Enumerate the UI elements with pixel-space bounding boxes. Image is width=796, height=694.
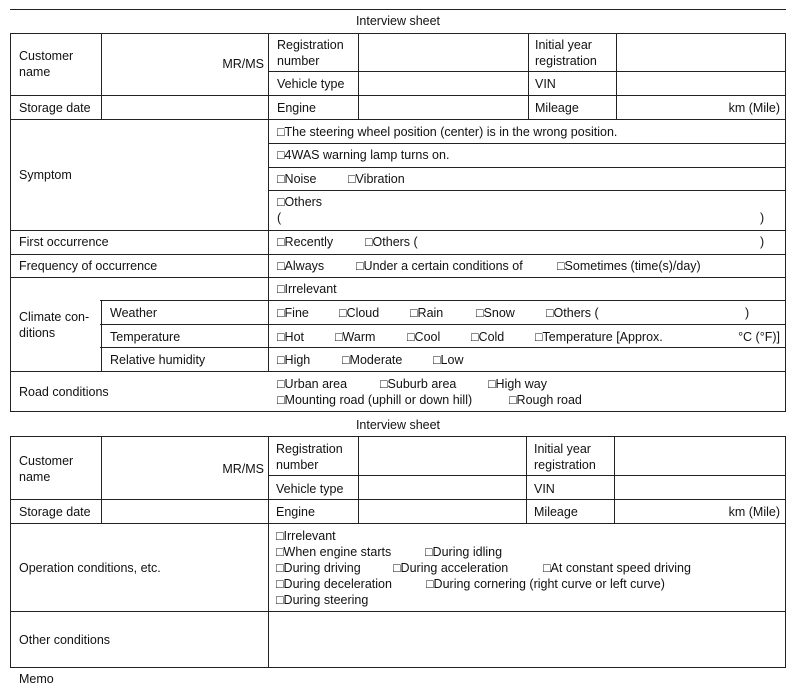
mrms-label: MR/MS xyxy=(222,462,264,476)
registration-number-label-line2: number xyxy=(276,458,319,472)
vehicle-type-label: Vehicle type xyxy=(277,77,345,91)
op-driving-checkbox[interactable]: □During driving xyxy=(276,561,361,575)
weather-rain-checkbox[interactable]: □Rain xyxy=(410,306,444,320)
km-mile-unit: km (Mile) xyxy=(728,505,780,519)
customer-name-label: Customer xyxy=(19,49,74,63)
op-engine-starts-checkbox[interactable]: □When engine starts xyxy=(276,545,392,559)
temp-cool-checkbox[interactable]: □Cool xyxy=(407,330,441,344)
first-recently-checkbox[interactable]: □Recently xyxy=(277,235,334,249)
op-cornering-checkbox[interactable]: □During cornering (right curve or left curve) xyxy=(426,577,665,591)
road-rough-checkbox[interactable]: □Rough road xyxy=(509,393,582,407)
freq-sometimes-checkbox[interactable]: □Sometimes (time(s)/day) xyxy=(557,259,701,273)
road-suburb-checkbox[interactable]: □Suburb area xyxy=(380,377,457,391)
symptom-steering-checkbox[interactable]: □The steering wheel position (center) is in the wrong position. xyxy=(277,125,618,139)
symptom-others-paren-close: ) xyxy=(760,211,765,225)
road-urban-checkbox[interactable]: □Urban area xyxy=(277,377,348,391)
climate-label-line2: ditions xyxy=(19,326,56,340)
first-others-checkbox[interactable]: □Others ( xyxy=(365,235,418,249)
engine-label: Engine xyxy=(277,101,316,115)
initial-year-label-line2: registration xyxy=(535,54,597,68)
symptom-label: Symptom xyxy=(19,168,72,182)
road-mountain-checkbox[interactable]: □Mounting road (uphill or down hill) xyxy=(277,393,473,407)
humidity-label: Relative humidity xyxy=(110,353,206,367)
storage-date-label: Storage date xyxy=(19,101,91,115)
symptom-4was-checkbox[interactable]: □4WAS warning lamp turns on. xyxy=(277,148,450,162)
hum-moderate-checkbox[interactable]: □Moderate xyxy=(342,353,403,367)
sheet1-title: Interview sheet xyxy=(355,14,441,28)
sheet2-title: Interview sheet xyxy=(355,418,441,432)
initial-year-label: Initial year xyxy=(534,442,591,456)
km-mile-unit: km (Mile) xyxy=(728,101,780,115)
weather-fine-checkbox[interactable]: □Fine xyxy=(277,306,309,320)
vin-label: VIN xyxy=(535,77,556,91)
registration-number-label: Registration xyxy=(276,442,343,456)
op-steering-checkbox[interactable]: □During steering xyxy=(276,593,369,607)
op-acceleration-checkbox[interactable]: □During acceleration xyxy=(393,561,509,575)
temp-cold-checkbox[interactable]: □Cold xyxy=(471,330,505,344)
vehicle-type-label: Vehicle type xyxy=(276,482,344,496)
operation-conditions-label: Operation conditions, etc. xyxy=(19,561,161,575)
hum-low-checkbox[interactable]: □Low xyxy=(433,353,464,367)
vin-label: VIN xyxy=(534,482,555,496)
climate-label: Climate con- xyxy=(19,310,90,324)
registration-number-label-line2: number xyxy=(277,54,320,68)
customer-name-label-line2: name xyxy=(19,470,51,484)
op-idling-checkbox[interactable]: □During idling xyxy=(425,545,503,559)
symptom-noise-checkbox[interactable]: □Noise xyxy=(277,172,317,186)
temp-warm-checkbox[interactable]: □Warm xyxy=(335,330,376,344)
temp-hot-checkbox[interactable]: □Hot xyxy=(277,330,305,344)
first-occurrence-label: First occurrence xyxy=(19,235,109,249)
hum-high-checkbox[interactable]: □High xyxy=(277,353,311,367)
engine-label: Engine xyxy=(276,505,315,519)
symptom-others-paren-open: ( xyxy=(277,211,282,225)
weather-snow-checkbox[interactable]: □Snow xyxy=(476,306,515,320)
frequency-label: Frequency of occurrence xyxy=(19,259,158,273)
weather-label: Weather xyxy=(110,306,158,320)
initial-year-label: Initial year xyxy=(535,38,592,52)
road-highway-checkbox[interactable]: □High way xyxy=(488,377,547,391)
temp-unit: °C (°F)] xyxy=(738,330,780,344)
mrms-label: MR/MS xyxy=(222,57,264,71)
symptom-others-checkbox[interactable]: □Others xyxy=(277,195,323,209)
customer-name-label: Customer xyxy=(19,454,74,468)
symptom-vibration-checkbox[interactable]: □Vibration xyxy=(348,172,405,186)
op-deceleration-checkbox[interactable]: □During deceleration xyxy=(276,577,392,591)
mileage-label: Mileage xyxy=(535,101,579,115)
road-conditions-label: Road conditions xyxy=(19,385,109,399)
mileage-label: Mileage xyxy=(534,505,578,519)
weather-others-paren-close: ) xyxy=(745,306,750,320)
memo-label: Memo xyxy=(19,672,54,686)
registration-number-label: Registration xyxy=(277,38,344,52)
temperature-label: Temperature xyxy=(110,330,181,344)
weather-others-checkbox[interactable]: □Others ( xyxy=(546,306,599,320)
first-others-paren-close: ) xyxy=(760,235,765,249)
climate-irrelevant-checkbox[interactable]: □Irrelevant xyxy=(277,282,337,296)
initial-year-label-line2: registration xyxy=(534,458,596,472)
freq-under-checkbox[interactable]: □Under a certain conditions of xyxy=(356,259,523,273)
temp-approx-checkbox[interactable]: □Temperature [Approx. xyxy=(535,330,663,344)
customer-name-label-line2: name xyxy=(19,65,51,79)
op-constant-speed-checkbox[interactable]: □At constant speed driving xyxy=(543,561,691,575)
other-conditions-label: Other conditions xyxy=(19,633,111,647)
op-irrelevant-checkbox[interactable]: □Irrelevant xyxy=(276,529,336,543)
weather-cloud-checkbox[interactable]: □Cloud xyxy=(339,306,380,320)
freq-always-checkbox[interactable]: □Always xyxy=(277,259,325,273)
storage-date-label: Storage date xyxy=(19,505,91,519)
